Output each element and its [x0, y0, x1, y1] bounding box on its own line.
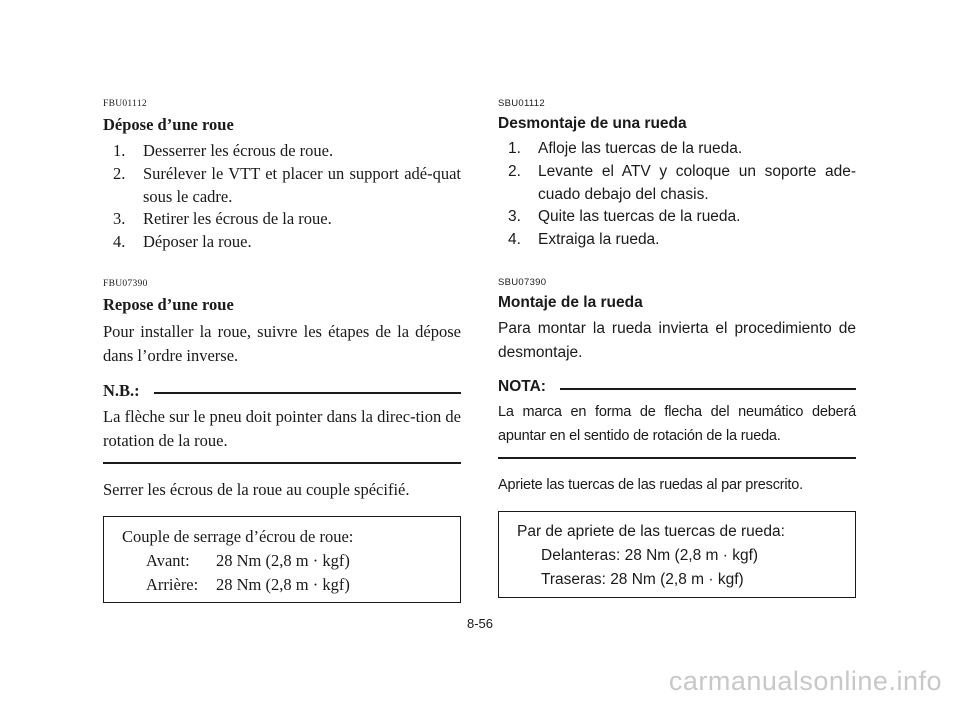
- section-title: Montaje de la rueda: [498, 293, 643, 311]
- french-column: [103, 98, 461, 603]
- torque-heading: Couple de serrage d’écrou de roue:: [122, 527, 354, 547]
- tighten-instruction: Apriete las tuercas de las ruedas al par prescrito.: [498, 476, 803, 493]
- list-item: 1. Desserrer les écrous de roue.: [113, 141, 334, 160]
- list-item: 2. Levante el ATV y coloque un soporte ade-cuado debajo del chasis.: [508, 162, 856, 203]
- note-divider: [154, 392, 461, 394]
- note-divider: [560, 388, 856, 390]
- list-item: 2. Surélever le VTT et placer un support adé-quat sous le cadre.: [113, 163, 461, 206]
- list-item: 4. Extraiga la rueda.: [508, 231, 660, 249]
- list-item: 4. Déposer la roue.: [113, 232, 252, 252]
- torque-front: Avant: 28 Nm (2,8 m · kgf): [146, 551, 350, 571]
- torque-rear: Arrière: 28 Nm (2,8 m · kgf): [146, 575, 350, 595]
- section-title: Desmontaje de una rueda: [498, 115, 687, 132]
- torque-spec-box: [498, 511, 856, 598]
- section-title: Repose d’une roue: [103, 294, 234, 314]
- watermark: carmanualsonline.info: [668, 666, 942, 696]
- note-header: [103, 381, 461, 401]
- note-header: [498, 378, 856, 396]
- section-code: SBU01112: [498, 98, 545, 109]
- torque-rear: Traseras: 28 Nm (2,8 m · kgf): [541, 571, 744, 589]
- section-code: SBU07390: [498, 276, 547, 288]
- section-text: Para montar la rueda invierta el procedimiento de desmontaje.: [498, 319, 856, 362]
- note-end-divider: [498, 457, 856, 459]
- page-number: 8-56: [466, 616, 494, 631]
- section-code: FBU01112: [103, 99, 147, 109]
- torque-front: Delanteras: 28 Nm (2,8 m · kgf): [541, 547, 759, 565]
- note-text: La flèche sur le pneu doit pointer dans la direc-tion de rotation de la roue.: [103, 406, 461, 451]
- list-item: 3. Retirer les écrous de la roue.: [113, 209, 332, 229]
- torque-spec-box: [103, 516, 461, 603]
- spanish-column: [498, 98, 856, 598]
- list-item: 1. Afloje las tuercas de la rueda.: [508, 140, 743, 157]
- note-end-divider: [103, 462, 461, 464]
- steps-list: [103, 140, 461, 254]
- note-label: N.B.:: [103, 380, 140, 400]
- section-code: FBU07390: [103, 278, 148, 289]
- note-label: NOTA:: [498, 377, 546, 395]
- tighten-instruction: Serrer les écrous de la roue au couple spécifié.: [103, 479, 410, 499]
- torque-heading: Par de apriete de las tuercas de rueda:: [517, 523, 785, 541]
- note-text: La marca en forma de flecha del neumático deberá apuntar en el sentido de rotación de la rueda.: [498, 403, 856, 445]
- list-item: 3. Quite las tuercas de la rueda.: [508, 208, 741, 226]
- steps-list: [498, 138, 856, 252]
- section-text: Pour installer la roue, suivre les étapes de la dépose dans l’ordre inverse.: [103, 321, 461, 366]
- section-title: Dépose d’une roue: [103, 115, 234, 134]
